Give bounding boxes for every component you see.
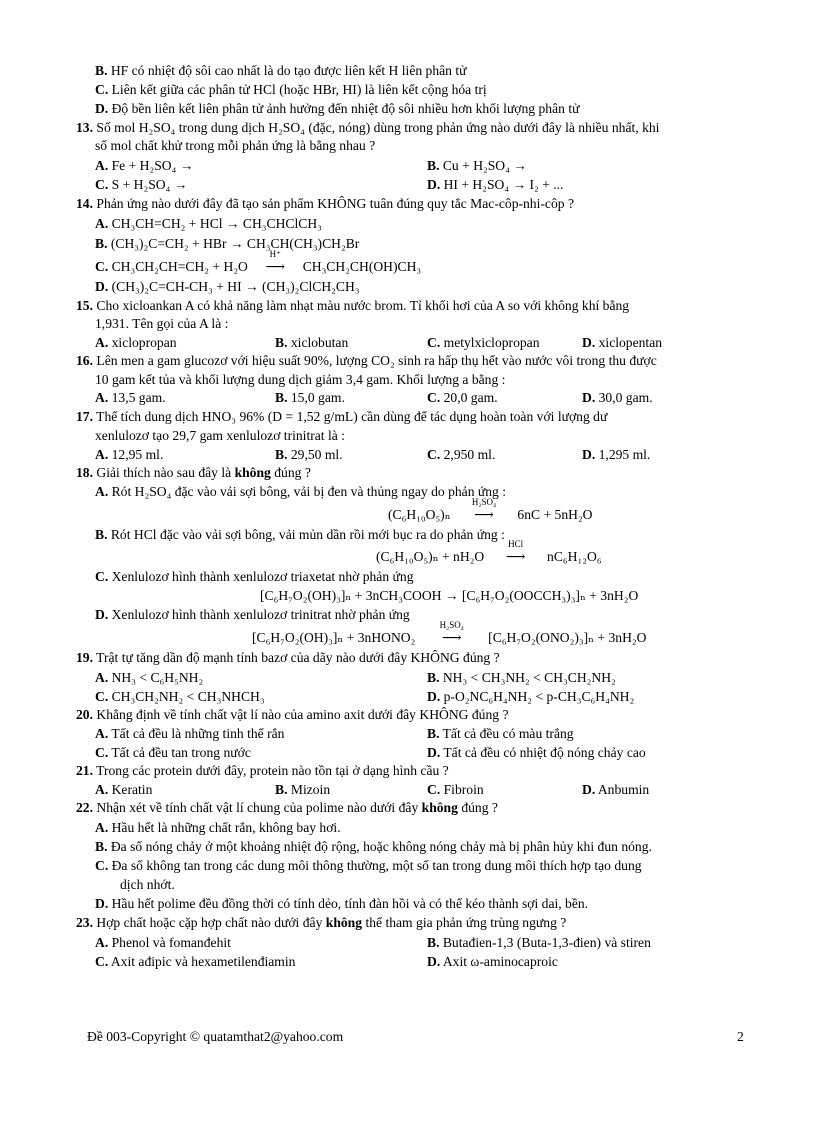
item-text: xiclobutan [287,335,349,350]
item-label: 21. [76,763,93,778]
item-text: Độ bền liên kết liên phân tử ảnh hưởng đến nhiệt độ sôi nhiều hơn khối lượng phân tử [108,101,580,116]
item-text: Butađien-1,3 (Buta-1,3-đien) và stiren [439,935,651,950]
q23-option-b [427,934,651,951]
q19-option-a [95,669,203,686]
item-label: D. [95,896,109,911]
q15-text-line1 [76,297,629,314]
q18d-equation [252,620,647,646]
footer-copyright: Đề 003-Copyright © quatamthat2@yahoo.com [87,1029,344,1044]
q16-option-d [582,389,653,406]
q19-option-d [427,688,634,705]
item-label: C. [95,954,109,969]
item-label: B. [275,782,288,797]
arrow-label: H₂SO₄ [439,620,464,630]
item-label: C. [95,745,109,760]
q15-option-d [582,334,662,351]
item-label: D. [582,335,596,350]
reaction-arrow-icon: H₂SO₄ ⟶ [419,629,485,646]
item-label: B. [95,527,108,542]
q18a-reactant: (C₆H₁₀O₅)ₙ [388,507,451,522]
q18a-equation [388,497,593,523]
q16-option-b [275,389,345,406]
q20-option-b [427,725,574,742]
q20-option-a [95,725,284,742]
item-label: B. [95,236,108,251]
q18b-equation [376,539,602,565]
item-label: 17. [76,409,93,424]
item-text: Thể tích dung dịch HNO₃ 96% (D = 1,52 g/mL) cần dùng để tác dụng hoàn toàn với lượng dư [93,409,608,424]
item-text: metylxiclopropan [440,335,540,350]
q18-text [76,464,311,481]
q14-text [76,195,574,212]
item-text: Mizoin [287,782,331,797]
arrow-label: H⁺ [269,249,281,259]
q14-option-c [95,249,422,275]
q21-option-a [95,781,152,798]
item-label: A. [95,216,109,231]
q23-text-emphasis: không [325,915,363,930]
item-label: D. [427,177,441,192]
q12-option-b [95,62,467,79]
q13-option-d [427,176,563,193]
item-label: A. [95,484,109,499]
q13-option-a [95,157,193,174]
item-text: Axit ađipic và hexametilenđiamin [108,954,296,969]
item-text: Cu + H₂SO₄ → [439,158,527,173]
q22-text-post: đúng ? [457,800,498,815]
q18b-product: nC₆H₁₂O₆ [547,549,602,564]
item-text: Phenol và fomanđehit [108,935,231,950]
q17-option-d [582,446,650,463]
q23-text-post: thể tham gia phản ứng trùng ngưng ? [362,915,567,930]
item-text: Anbumin [595,782,650,797]
q17-option-a [95,446,163,463]
item-label: C. [427,447,441,462]
item-text: 13,5 gam. [108,390,166,405]
item-text: Tất cả đều có màu trắng [439,726,574,741]
q23-text-pre: 23. Hợp chất hoặc cặp hợp chất nào dưới đây [76,915,326,930]
item-label: A. [95,335,109,350]
q18-option-c [95,568,414,585]
page-number: 2 [737,1029,744,1044]
q19-option-b [427,669,616,686]
q14c-reactants: C. CH₃CH₂CH=CH₂ + H₂O [95,259,248,274]
item-text: 12,95 ml. [108,447,164,462]
item-label: 18. [76,465,93,480]
item-label: 15. [76,298,93,313]
item-text: Tất cả đều là những tinh thể rắn [108,726,285,741]
item-text: Đa số nóng chảy ở một khoảng nhiệt độ rộng, hoặc không nóng chảy mà bị phân hủy khi đun nóng. [107,839,652,854]
item-label: A. [95,726,109,741]
item-label: A. [95,158,109,173]
item-label: D. [427,689,441,704]
item-label: C. [95,858,109,873]
item-label: A. [95,447,109,462]
item-text: Liên kết giữa các phân tử HCl (hoặc HBr, HI) là liên kết cộng hóa trị [108,82,487,97]
item-label: 22. [76,800,93,815]
q14-option-b [95,235,359,252]
item-text: Rót HCl đặc vào vải sợi bông, vải mủn dần rồi mới bục ra do phản ứng : [107,527,505,542]
item-text: CH₃CH₂NH₂ < CH₃NHCH₃ [108,689,265,704]
item-text: Khẳng định về tính chất vật lí nào của amino axit dưới đây KHÔNG đúng ? [93,707,509,722]
item-text: Cho xicloankan A có khả năng làm nhạt màu nước brom. Tỉ khối hơi của A so với không khí bằng [93,298,630,313]
q13-option-c [95,176,187,193]
item-label: C. [95,82,109,97]
item-text: 1,295 ml. [595,447,651,462]
item-label: D. [95,279,109,294]
item-text: Đa số không tan trong các dung môi thông thường, một số tan trong dung môi thích hợp tạo dung [108,858,642,873]
q16-option-c [427,389,498,406]
item-text: Axit ω-aminocaproic [440,954,558,969]
item-label: 20. [76,707,93,722]
q16-text-line2: 10 gam kết tủa và khối lượng dung dịch giảm 3,4 gam. Khối lượng a bằng : [95,372,506,387]
item-text: Hầu hết polime đều đồng thời có tính dẻo, tính đàn hồi và có thể kéo thành sợi dai, bền. [108,896,589,911]
item-label: 16. [76,353,93,368]
item-text: Trật tự tăng dần độ mạnh tính bazơ của dãy nào dưới đây KHÔNG đúng ? [93,650,500,665]
q18b-reactant: (C₆H₁₀O₅)ₙ + nH₂O [376,549,485,564]
q17-text-line2: xenlulozơ tạo 29,7 gam xenlulozơ trinitrat là : [95,428,345,443]
q18-text-pre: 18. Giải thích nào sau đây là [76,465,235,480]
q18-option-a [95,483,506,500]
item-text: Fibroin [440,782,484,797]
q23-option-c [95,953,295,970]
item-label: B. [95,63,108,78]
item-text: Số mol H₂SO₄ trong dung dịch H₂SO₄ (đặc, nóng) dùng trong phản ứng nào dưới đây là nhiều nhất, khi [93,120,660,135]
q18-text-emphasis: không [234,465,271,480]
q15-option-b [275,334,348,351]
item-text: 29,50 ml. [287,447,343,462]
item-text: HI + H₂SO₄ → I₂ + ... [440,177,564,192]
q18d-product: [C₆H₇O₂(ONO₂)₃]ₙ + 3nH₂O [488,630,647,645]
item-label: D. [95,101,109,116]
item-text: CH₃CH=CH₂ + HCl → CH₃CHClCH₃ [108,216,322,231]
q19-option-c [95,688,265,705]
item-label: 23. [76,915,93,930]
q22-text-pre: 22. Nhận xét về tính chất vật lí chung của polime nào dưới đây [76,800,422,815]
item-label: C. [95,259,109,274]
q17-option-c [427,446,495,463]
item-text: (CH₃)₂C=CH₂ + HBr → CH₃CH(CH₃)CH₂Br [107,236,360,251]
item-label: C. [427,782,441,797]
item-label: B. [275,335,288,350]
reaction-arrow-icon: H₂SO₄ ⟶ [454,506,514,523]
item-label: A. [95,820,109,835]
arrow-label: HCl [508,539,524,549]
q23-text [76,914,566,931]
item-label: D. [427,954,441,969]
item-label: B. [427,158,440,173]
item-text: HF có nhiệt độ sôi cao nhất là do tạo được liên kết H liên phân tử [107,63,467,78]
q23-option-d [427,953,558,970]
item-label: C. [95,569,109,584]
item-label: B. [275,390,288,405]
q12-option-c [95,81,487,98]
arrow-label: H₂SO₄ [471,497,497,507]
q16-option-a [95,389,166,406]
item-text: p-O₂NC₆H₄NH₂ < p-CH₃C₆H₄NH₂ [440,689,635,704]
item-label: A. [95,390,109,405]
item-label: B. [427,726,440,741]
item-text: Fe + H₂SO₄ → [108,158,194,173]
q16-text-line1 [76,352,657,369]
q22-text-emphasis: không [421,800,458,815]
item-text: Tất cả đều tan trong nước [108,745,251,760]
item-label: A. [95,670,109,685]
item-label: B. [95,839,108,854]
q20-text [76,706,508,723]
q14-option-a [95,215,322,232]
item-label: 19. [76,650,93,665]
item-text: Xenlulozơ hình thành xenlulozơ trinitrat nhờ phản ứng [108,607,410,622]
q15-option-a [95,334,177,351]
q23-option-a [95,934,231,951]
q18-option-b [95,526,505,543]
q22-option-c-line2: dịch nhớt. [120,877,175,892]
item-text: Lên men a gam glucozơ với hiệu suất 90%, lượng CO₂ sinh ra hấp thụ hết vào nước vôi trong thu được [93,353,657,368]
item-text: Hầu hết là những chất rắn, không bay hơi. [108,820,341,835]
item-text: Xenlulozơ hình thành xenlulozơ triaxetat nhờ phản ứng [108,569,414,584]
q12-option-d [95,100,579,117]
reaction-arrow-icon: H⁺ ⟶ [251,258,299,275]
item-label: C. [427,390,441,405]
q18-text-post: đúng ? [270,465,311,480]
item-text: Trong các protein dưới đây, protein nào tồn tại ở dạng hình cầu ? [93,763,449,778]
q22-option-d [95,895,588,912]
item-text: Tất cả đều có nhiệt độ nóng chảy cao [440,745,646,760]
item-label: A. [95,782,109,797]
item-label: B. [427,670,440,685]
q17-option-b [275,446,343,463]
item-text: 15,0 gam. [287,390,345,405]
q17-text-line1 [76,408,607,425]
item-text: 30,0 gam. [595,390,653,405]
item-text: (CH₃)₂C=CH-CH₃ + HI → (CH₃)₂ClCH₂CH₃ [108,279,360,294]
item-text: Keratin [108,782,153,797]
q19-text [76,649,500,666]
item-label: B. [427,935,440,950]
q22-text [76,799,498,816]
q13-option-b [427,157,527,174]
q21-text [76,762,449,779]
item-text: xiclopropan [108,335,177,350]
item-label: D. [582,390,596,405]
item-label: D. [427,745,441,760]
q21-option-c [427,781,484,798]
q21-option-d [582,781,649,798]
item-label: D. [582,782,596,797]
reaction-arrow-icon: HCl ⟶ [488,548,544,565]
q13-text-line2: số mol chất khử trong mỗi phản ứng là bằng nhau ? [95,138,376,153]
item-label: 13. [76,120,93,135]
item-label: 14. [76,196,93,211]
item-text: NH₃ < C₆H₅NH₂ [108,670,204,685]
item-label: D. [95,607,109,622]
q20-option-d [427,744,646,761]
q18-option-d [95,606,410,623]
item-text: S + H₂SO₄ → [108,177,188,192]
item-text: Phản ứng nào dưới đây đã tạo sản phẩm KHÔNG tuân đúng quy tắc Mac-côp-nhi-côp ? [93,196,574,211]
q22-option-c-line1 [95,857,642,874]
item-text: NH₃ < CH₃NH₂ < CH₃CH₂NH₂ [439,670,616,685]
item-label: A. [95,935,109,950]
item-label: C. [95,177,109,192]
q22-option-b [95,838,652,855]
q13-text-line1 [76,119,659,136]
q20-option-c [95,744,251,761]
q18d-reactant: [C₆H₇O₂(OH)₃]ₙ + 3nHONO₂ [252,630,416,645]
item-text: 20,0 gam. [440,390,498,405]
item-text: Rót H₂SO₄ đặc vào vải sợi bông, vải bị đen và thủng ngay do phản ứng : [108,484,507,499]
q18a-product: 6nC + 5nH₂O [517,507,593,522]
q14-option-d [95,278,360,295]
q15-option-c [427,334,540,351]
q15-text-line2: 1,931. Tên gọi của A là : [95,316,229,331]
item-label: D. [582,447,596,462]
item-label: C. [95,689,109,704]
q21-option-b [275,781,330,798]
item-text: xiclopentan [595,335,663,350]
item-label: C. [427,335,441,350]
q14c-product: CH₃CH₂CH(OH)CH₃ [302,259,422,274]
q18c-equation: [C₆H₇O₂(OH)₃]ₙ + 3nCH₃COOH → [C₆H₇O₂(OOCCH₃)₃]ₙ + 3nH₂O [260,588,639,603]
item-label: B. [275,447,288,462]
item-text: 2,950 ml. [440,447,496,462]
q22-option-a [95,819,341,836]
